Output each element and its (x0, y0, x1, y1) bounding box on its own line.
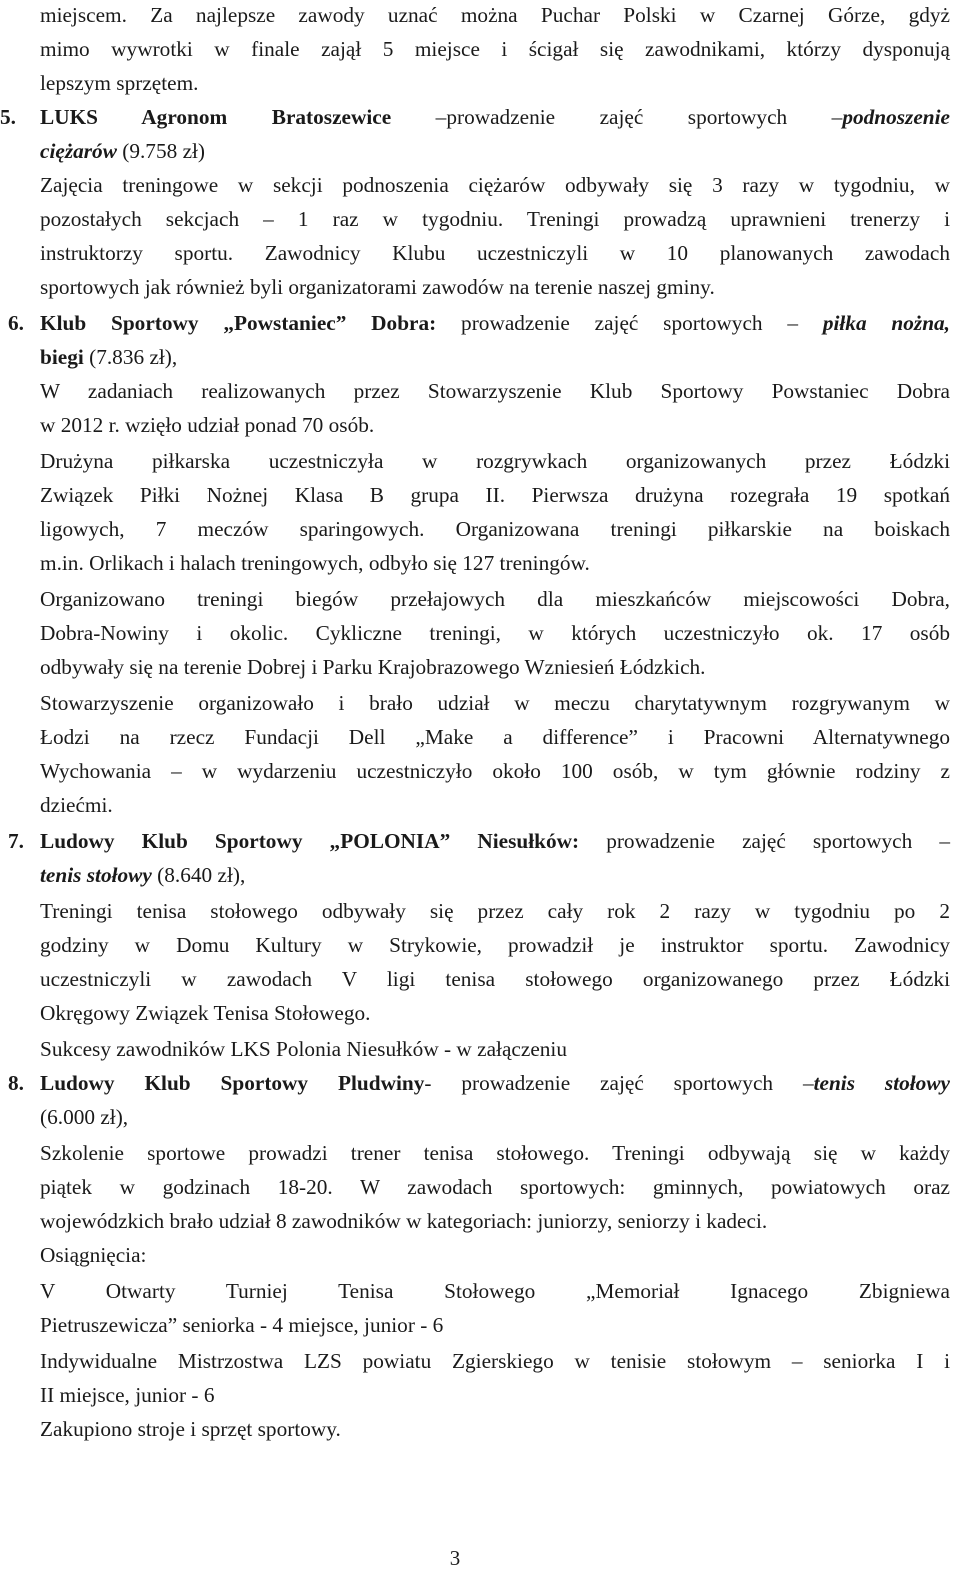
item-number: 7. (8, 829, 24, 853)
item-number: 8. (8, 1071, 24, 1095)
club-name: Klub Sportowy „Powstaniec” Dobra: (40, 311, 437, 335)
club-name: Ludowy Klub Sportowy „POLONIA” Niesułków: (40, 829, 580, 853)
item-heading (40, 104, 950, 130)
paragraph-line: Okręgowy Związek Tenisa Stołowego. (40, 1001, 371, 1025)
grant-amount: (8.640 zł), (151, 863, 246, 887)
paragraph-line: Zajęcia treningowe w sekcji podnoszenia ciężarów odbywały się 3 razy w tygodniu, w (40, 173, 950, 197)
activity-intro: prowadzenie zajęć sportowych – (436, 311, 823, 335)
activity-intro: –prowadzenie zajęć sportowych – (391, 105, 843, 129)
paragraph-line: II miejsce, junior - 6 (40, 1383, 215, 1407)
paragraph-line: sportowych jak również byli organizatorami zawodów na terenie naszej gminy. (40, 275, 715, 299)
paragraph-line: piątek w godzinach 18-20. W zawodach sportowych: gminnych, powiatowych oraz (40, 1175, 950, 1199)
paragraph-line: Zakupiono stroje i sprzęt sportowy. (40, 1417, 341, 1441)
paragraph-line: V Otwarty Turniej Tenisa Stołowego „Memoriał Ignacego Zbigniewa (40, 1279, 950, 1303)
paragraph-line: w 2012 r. wzięło udział ponad 70 osób. (40, 413, 375, 437)
paragraph-line: dziećmi. (40, 793, 113, 817)
discipline: tenis stołowy (813, 1071, 950, 1095)
paragraph-line: Organizowano treningi biegów przełajowych dla mieszkańców miejscowości Dobra, (40, 587, 950, 611)
paragraph-line: Drużyna piłkarska uczestniczyła w rozgrywkach organizowanych przez Łódzki (40, 449, 950, 473)
paragraph-line: wojewódzkich brało udział 8 zawodników w kategoriach: juniorzy, seniorzy i kadeci. (40, 1209, 768, 1233)
paragraph-line: Wychowania – w wydarzeniu uczestniczyło około 100 osób, w tym głównie rodziny z (40, 759, 950, 783)
grant-amount: (9.758 zł) (116, 139, 206, 163)
grant-amount: (7.836 zł), (83, 345, 178, 369)
paragraph-line: Indywidualne Mistrzostwa LZS powiatu Zgierskiego w tenisie stołowym – seniorka I i (40, 1349, 950, 1373)
activity-intro: - prowadzenie zajęć sportowych – (424, 1071, 814, 1095)
grant-amount: (6.000 zł), (40, 1105, 129, 1129)
paragraph-line: lepszym sprzętem. (40, 71, 199, 95)
paragraph-line: ligowych, 7 meczów sparingowych. Organizowana treningi piłkarskie na boiskach (40, 517, 950, 541)
activity-intro: prowadzenie zajęć sportowych – (579, 829, 950, 853)
item-number: 6. (8, 311, 24, 335)
item-heading (40, 828, 950, 854)
paragraph-line: uczestniczyli w zawodach V ligi tenisa stołowego organizowanego przez Łódzki (40, 967, 950, 991)
paragraph-line: Łodzi na rzecz Fundacji Dell „Make a difference” i Pracowni Alternatywnego (40, 725, 950, 749)
paragraph-line: godziny w Domu Kultury w Strykowie, prowadził je instruktor sportu. Zawodnicy (40, 933, 950, 957)
paragraph-line: W zadaniach realizowanych przez Stowarzyszenie Klub Sportowy Powstaniec Dobra (40, 379, 950, 403)
page-number: 3 (449, 1546, 461, 1570)
discipline: podnoszenie (842, 105, 950, 129)
item-heading-cont (40, 344, 950, 370)
club-name: Ludowy Klub Sportowy Pludwiny (40, 1071, 425, 1095)
item-heading-cont (40, 862, 950, 888)
item-number: 5. (0, 105, 16, 129)
item-heading (40, 310, 950, 336)
paragraph-line: m.in. Orlikach i halach treningowych, odbyło się 127 treningów. (40, 551, 590, 575)
paragraph-line: miejscem. Za najlepsze zawody uznać można Puchar Polski w Czarnej Górze, gdyż (40, 3, 950, 27)
paragraph-line: odbywały się na terenie Dobrej i Parku Krajobrazowego Wzniesień Łódzkich. (40, 655, 706, 679)
item-heading (40, 1070, 950, 1096)
discipline: biegi (40, 345, 84, 369)
paragraph-line: Stowarzyszenie organizowało i brało udział w meczu charytatywnym rozgrywanym w (40, 691, 950, 715)
club-name: LUKS Agronom Bratoszewice (40, 105, 392, 129)
paragraph-line: Pietruszewicza” seniorka - 4 miejsce, junior - 6 (40, 1313, 444, 1337)
discipline: piłka nożna, (822, 311, 951, 335)
paragraph-line: Dobra-Nowiny i okolic. Cykliczne treningi, w których uczestniczyło ok. 17 osób (40, 621, 950, 645)
item-heading-cont (40, 138, 950, 164)
paragraph-line: pozostałych sekcjach – 1 raz w tygodniu. Treningi prowadzą uprawnieni trenerzy i (40, 207, 950, 231)
discipline: ciężarów (40, 139, 117, 163)
paragraph-line: Treningi tenisa stołowego odbywały się przez cały rok 2 razy w tygodniu po 2 (40, 899, 950, 923)
discipline: tenis stołowy (40, 863, 152, 887)
paragraph-line: Związek Piłki Nożnej Klasa B grupa II. Pierwsza drużyna rozegrała 19 spotkań (40, 483, 950, 507)
paragraph-line: mimo wywrotki w finale zajął 5 miejsce i ścigał się zawodnikami, którzy dysponują (40, 37, 950, 61)
paragraph-line: Szkolenie sportowe prowadzi trener tenisa stołowego. Treningi odbywają się w każdy (40, 1141, 950, 1165)
paragraph-line: instruktorzy sportu. Zawodnicy Klubu uczestniczyli w 10 planowanych zawodach (40, 241, 950, 265)
paragraph-line: Sukcesy zawodników LKS Polonia Niesułków - w załączeniu (40, 1037, 567, 1061)
paragraph-line: Osiągnięcia: (40, 1243, 147, 1267)
